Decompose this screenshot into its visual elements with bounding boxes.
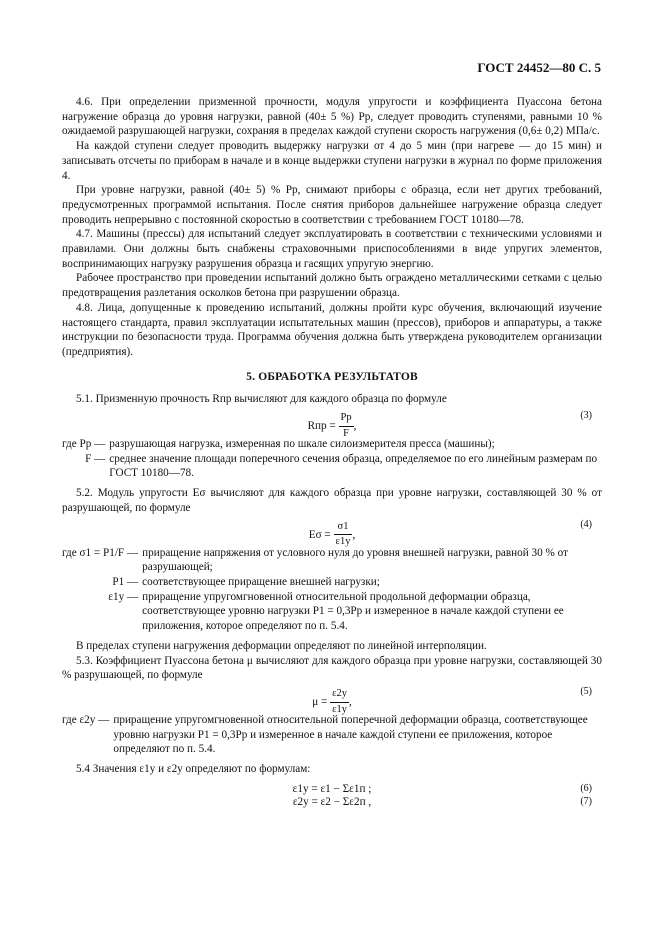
- paragraph-5-4: 5.4 Значения ε1y и ε2y определяют по формулам:: [76, 763, 311, 776]
- definition-term: P1 —: [112, 575, 139, 588]
- formula-3-denominator: F: [343, 427, 349, 439]
- definitions-3: [62, 437, 602, 481]
- definition-text: соответствующее приращение внешней нагрузки;: [142, 575, 380, 588]
- formula-6-text: ε1y = ε1 − Σε1п ;: [292, 782, 372, 795]
- paragraph-4-6-remove: При уровне нагрузки, равной (40± 5) % Pр, снимают приборы с образца, если нет других требований, предусмотренных программой испытания. После снятия приборов дальнейшее нагружение образца следует проводить непрерывно с постоянной скоростью в соответствии с требованием ГОСТ 10180—78.: [62, 184, 602, 226]
- formula-4-fraction: [334, 520, 356, 550]
- definition-term: ε1y —: [108, 590, 139, 603]
- definition-term: где ε2y —: [62, 713, 110, 726]
- definition-term: где σ1 = P1/F —: [62, 546, 139, 559]
- paragraph-4-6: 4.6. При определении призменной прочности, модуля упругости и коэффициента Пуассона бетона нагружение образца до уровня нагрузки, равной (40± 5 %) Pр, следует проводить ступенями, равными 10 % ожидаемой разрушающей нагрузки, сохраняя в пределах каждой ступени скорость нагружения (0,6± 0,2) МПа/с.: [62, 96, 602, 138]
- formula-4-denominator: ε1y: [335, 536, 351, 548]
- formula-3: [62, 407, 602, 437]
- formula-4: [62, 516, 602, 546]
- formula-5-tail: ,: [349, 695, 352, 708]
- formula-3-lhs: Rпр =: [307, 419, 336, 432]
- section-heading: 5. ОБРАБОТКА РЕЗУЛЬТАТОВ: [246, 370, 418, 383]
- definition-row: [62, 575, 602, 590]
- formula-6: [62, 782, 602, 795]
- formula-5-fraction: [330, 687, 349, 717]
- definition-row: [62, 590, 602, 634]
- formula-3-numerator: Pр: [339, 411, 354, 427]
- formula-5-numerator: ε2y: [330, 687, 349, 703]
- formula-5: [62, 683, 602, 713]
- definitions-5: [62, 713, 602, 757]
- paragraph-5-1: 5.1. Призменную прочность Rпр вычисляют для каждого образца по формуле: [76, 393, 447, 406]
- paragraph-5-2: 5.2. Модуль упругости Eσ вычисляют для каждого образца при уровне нагрузки, составляющей 30 % от разрушающей, по формуле: [62, 487, 602, 514]
- formula-6-number: (6): [580, 782, 592, 794]
- formula-4-numerator: σ1: [334, 520, 353, 536]
- paragraph-4-6-hold: На каждой ступени следует проводить выдержку нагрузки от 4 до 5 мин (при нагреве — до 15 мин) и записывать отсчеты по приборам в начале и в конце выдержки ступени нагрузки в журнал по форме приложения 4.: [62, 140, 602, 182]
- paragraph-4-7: 4.7. Машины (прессы) для испытаний следует эксплуатировать в соответствии с техническими условиями и правилами. Они должны быть снабжены страховочными приспособлениями в виде упругих элементов, воспринимающих нагрузку разрушения образца и гасящих упругую энергию.: [62, 228, 602, 270]
- formula-3-tail: ,: [353, 419, 357, 432]
- page-header: ГОСТ 24452—80 С. 5: [477, 60, 601, 75]
- definition-term: где Pр —: [62, 438, 106, 451]
- formula-3-number: (3): [580, 410, 592, 422]
- formula-7-number: (7): [580, 795, 592, 807]
- definition-text: приращение напряжения от условного нуля до уровня внешней нагрузки, равной 30 % от разрушающей;: [142, 546, 568, 574]
- formula-7-text: ε2y = ε2 − Σε2п ,: [292, 795, 372, 808]
- formula-5-denominator: ε1y: [332, 703, 348, 715]
- formula-5-number: (5): [580, 685, 592, 697]
- definition-row: [62, 713, 602, 757]
- formula-4-tail: ,: [352, 528, 356, 541]
- definition-text: приращение упругомгновенной относительной поперечной деформации образца, соответствующее уровню нагрузки P1 = 0,3Pр и измеренное в начале каждой ступени ее приложения, которое определяют по п. 5.4.: [113, 713, 588, 756]
- definition-text: разрушающая нагрузка, измеренная по шкале силоизмерителя пресса (машины);: [109, 438, 495, 451]
- formula-3-fraction: [339, 411, 354, 441]
- formula-5-lhs: μ =: [312, 695, 328, 708]
- paragraph-5-2-interpolation: В пределах ступени нагружения деформации определяют по линейной интерполяции.: [76, 639, 487, 652]
- formula-4-lhs: Eσ =: [308, 528, 331, 541]
- definition-text: приращение упругомгновенной относительной продольной деформации образца, соответствующее уровню нагрузки P1 = 0,3Pр и измеренное в начале каждой ступени ее приложения, которое определяют по п. 5.4.: [142, 590, 564, 633]
- paragraph-5-3: 5.3. Коэффициент Пуассона бетона μ вычисляют для каждого образца при уровне нагрузки, составляющей 30 % разрушающей, по формуле: [62, 654, 602, 682]
- paragraph-4-7-fence: Рабочее пространство при проведении испытаний должно быть ограждено металлическими сетками с целью предотвращения разлетания осколков бетона при разрушении образца.: [62, 272, 602, 300]
- definitions-4: [62, 546, 602, 634]
- definition-row: [62, 546, 602, 575]
- definition-text: среднее значение площади поперечного сечения образца, определяемое по его линейным размерам по ГОСТ 10180—78.: [109, 452, 598, 480]
- definition-term: F —: [85, 452, 106, 465]
- paragraph-4-8: 4.8. Лица, допущенные к проведению испытаний, должны пройти курс обучения, включающий изучение настоящего стандарта, правил эксплуатации испытательных машин (прессов), приборов и аппаратуры, а также инструкции по безопасности труда. Программа обучения должна быть утверждена руководителем организации (предприятия).: [62, 301, 602, 358]
- document-body: [62, 95, 602, 808]
- formula-4-number: (4): [580, 518, 592, 530]
- formula-7: [62, 795, 602, 808]
- definition-row: [62, 452, 602, 481]
